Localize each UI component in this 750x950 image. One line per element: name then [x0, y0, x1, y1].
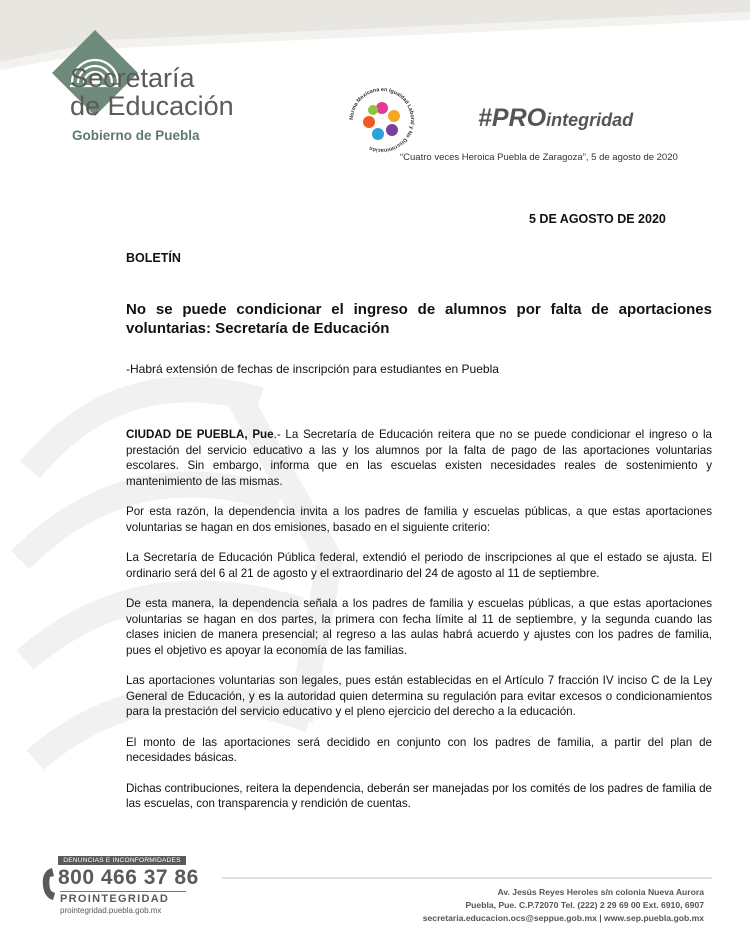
hotline-label: DENUNCIAS E INCONFORMIDADES	[58, 856, 186, 865]
hotline-url: prointegridad.puebla.gob.mx	[60, 906, 162, 915]
hotline-number: 800 466 37 86	[58, 866, 199, 889]
paragraph: Las aportaciones voluntarias son legales, pues están establecidas en el Artículo 7 fracción IV inciso C de la Ley General de Educación, y es la autoridad quien determina su regulación para evitar excesos o condicionamientos para la prestación del servicio educativo y el pleno ejercicio del derecho a la educación.	[126, 674, 712, 718]
institution-name	[70, 64, 310, 120]
paragraph: Dichas contribuciones, reitera la dependencia, deberán ser manejadas por los comités de los padres de familia de las escuelas, con transparencia y rendición de cuentas.	[126, 781, 712, 810]
government-name: Gobierno de Puebla	[72, 128, 200, 143]
paragraph: La Secretaría de Educación Pública federal, extendió el periodo de inscripciones al que el estado se ajusta. El ordinario será del 6 al 21 de agosto y el extraordinario del 24 de agosto al 11 de septiembre.	[126, 551, 712, 580]
campaign-main-text: #PRO	[478, 104, 547, 132]
footer-address	[423, 886, 704, 925]
address-line: Av. Jesús Reyes Heroles s/n colonia Nueva Aurora	[497, 887, 704, 897]
phone-icon	[40, 866, 58, 902]
institution-name-line2: de Educación	[70, 91, 234, 121]
institution-name-line1: Secretaría	[70, 63, 195, 93]
hotline-brand: PROINTEGRIDAD	[60, 891, 186, 905]
document-date: 5 DE AGOSTO DE 2020	[529, 212, 666, 226]
headline: No se puede condicionar el ingreso de alumnos por falta de aportaciones voluntarias: Secretaría de Educación	[126, 301, 712, 337]
footer-divider	[222, 877, 712, 879]
address-line: Puebla, Pue. C.P.72070 Tel. (222) 2 29 69 00 Ext. 6910, 6907	[465, 900, 704, 910]
equality-seal-icon	[346, 84, 418, 156]
article-body	[126, 427, 712, 827]
paragraph	[126, 427, 712, 489]
paragraph: De esta manera, la dependencia señala a los padres de familia y escuelas públicas, a que estas aportaciones voluntarias se hagan en dos partes, la primera con fecha límite al 11 de septiembre, y la segunda cuando las clases inicien de manera presencial; al regreso a las aulas habrá acuerdo y ajustes con los padres de familia, pues el objetivo es apoyar la economía de las familias.	[126, 597, 712, 657]
paragraph: Por esta razón, la dependencia invita a los padres de familia y escuelas públicas, a que estas aportaciones voluntarias se hagan en dos emisiones, basado en el siguiente criterio:	[126, 505, 712, 534]
dateline: CIUDAD DE PUEBLA, Pue	[126, 428, 274, 441]
contact-line: secretaria.educacion.ocs@seppue.gob.mx | www.sep.puebla.gob.mx	[422, 913, 704, 923]
campaign-suffix-text: integridad	[546, 110, 634, 130]
document-type: BOLETÍN	[126, 251, 181, 265]
seal-text: Norma Mexicana en Igualdad Laboral y No Discriminación	[348, 86, 416, 154]
prointegridad-campaign-logo	[478, 104, 633, 133]
paragraph-text: .- La Secretaría de Educación reitera que no se puede condicionar el ingreso o la prestación del servicio educativo a las y los alumnos por la falta de pago de las aportaciones voluntarias escolares. Sin embargo, informa que en las escuelas existen necesidades reales de sostenimiento y mantenimiento de las mismas.	[126, 428, 712, 488]
paragraph: El monto de las aportaciones será decidido en conjunto con los padres de familia, a partir del plan de necesidades básicas.	[126, 735, 712, 764]
city-motto: “Cuatro veces Heroica Puebla de Zaragoza”, 5 de agosto de 2020	[400, 152, 678, 163]
subheadline: -Habrá extensión de fechas de inscripción para estudiantes en Puebla	[126, 362, 499, 376]
